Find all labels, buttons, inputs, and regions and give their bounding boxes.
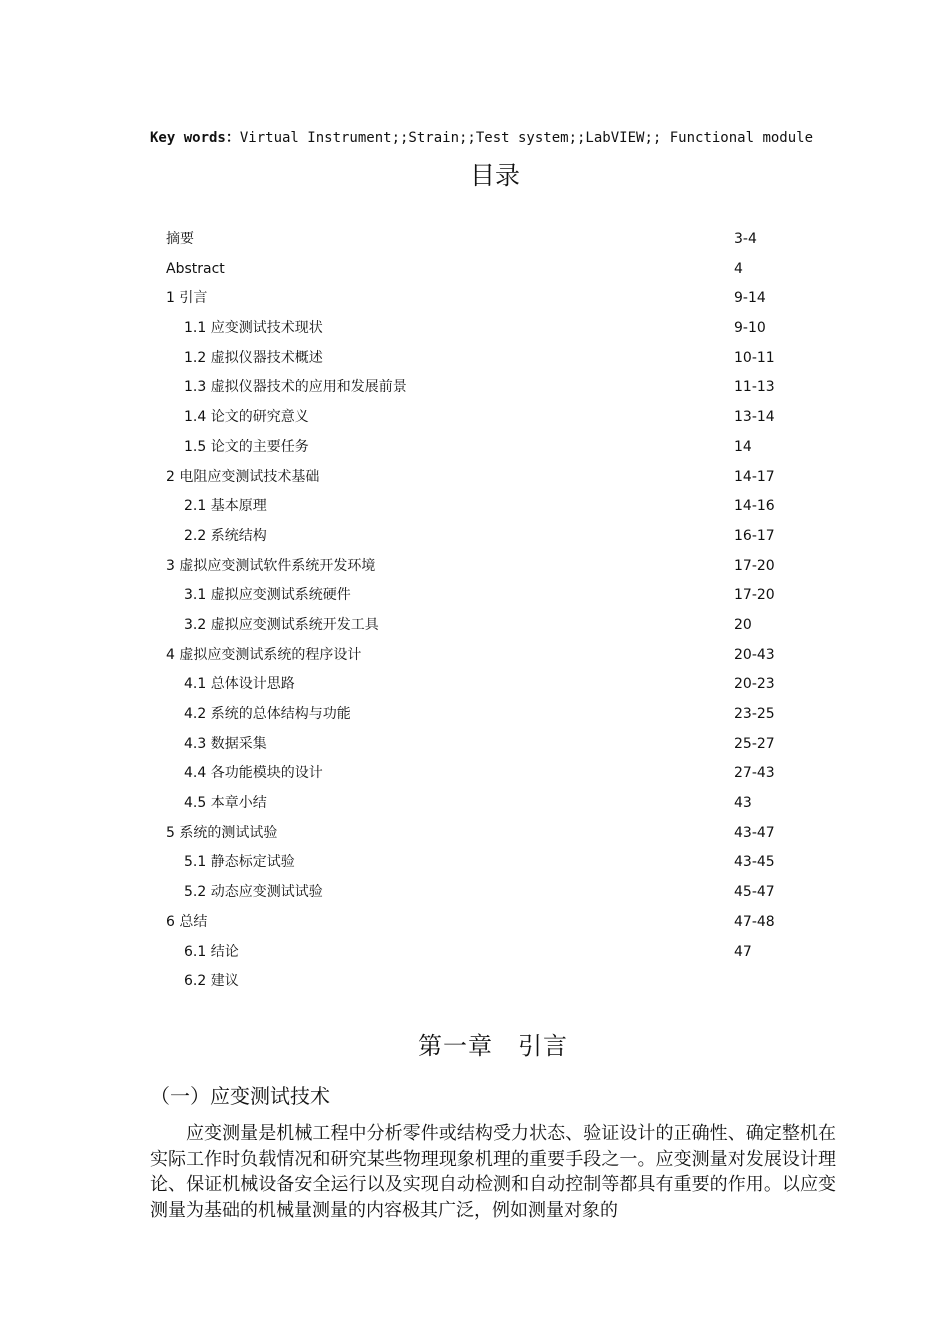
toc-entry-page: 45-47 xyxy=(734,884,775,901)
toc-entry[interactable] xyxy=(166,819,806,849)
toc-entry[interactable] xyxy=(166,700,806,730)
toc-entry-page: 43-47 xyxy=(734,824,775,841)
toc-entry-page: 47 xyxy=(734,943,752,960)
toc-entry-page: 27-43 xyxy=(734,765,775,782)
toc-entry-label: 1 引言 xyxy=(166,290,208,307)
toc-entry-label: 1.3 虚拟仪器技术的应用和发展前景 xyxy=(184,379,407,396)
toc-entry-page: 25-27 xyxy=(734,735,775,752)
toc-entry-label: 4.3 数据采集 xyxy=(184,735,267,752)
toc-entry-page: 9-14 xyxy=(734,290,766,307)
toc-entry[interactable] xyxy=(166,641,806,671)
toc-entry-page: 3-4 xyxy=(734,231,757,247)
body-paragraph: 应变测量是机械工程中分析零件或结构受力状态、验证设计的正确性、确定整机在实际工作时负载情况和研究某些物理现象机理的重要手段之一。应变测量对发展设计理论、保证机械设备安全运行以及实现自动检测和自动控制等都具有重要的作用。以应变测量为基础的机械量测量的内容极其广泛，例如测量对象的 xyxy=(150,1123,836,1221)
toc-entry[interactable] xyxy=(166,284,806,314)
toc-entry-page: 11-13 xyxy=(734,379,775,396)
toc-entry[interactable] xyxy=(166,848,806,878)
toc-entry[interactable] xyxy=(166,492,806,522)
toc-entry[interactable] xyxy=(166,670,806,700)
toc-entry[interactable] xyxy=(166,344,806,374)
toc-entry[interactable] xyxy=(166,611,806,641)
toc-entry-label: 6 总结 xyxy=(166,913,208,930)
toc-entry[interactable] xyxy=(166,938,806,968)
toc-entry[interactable] xyxy=(166,255,806,285)
toc-entry[interactable] xyxy=(166,730,806,760)
toc-entry[interactable] xyxy=(166,463,806,493)
keywords-label: Key words： xyxy=(150,130,240,146)
toc-entry-label: 6.1 结论 xyxy=(184,943,239,960)
toc-entry-label: 5 系统的测试试验 xyxy=(166,824,278,841)
toc-entry-page: 20-43 xyxy=(734,646,775,663)
toc-entry-label: Abstract xyxy=(166,260,225,277)
toc-entry-label: 1.5 论文的主要任务 xyxy=(184,438,309,455)
toc-entry-page: 20 xyxy=(734,616,752,633)
toc-entry[interactable] xyxy=(166,403,806,433)
toc-entry[interactable] xyxy=(166,225,806,255)
toc-entry-label: 3 虚拟应变测试软件系统开发环境 xyxy=(166,557,376,574)
section-title: （一）应变测试技术 xyxy=(150,1084,330,1108)
toc-entry[interactable] xyxy=(166,759,806,789)
toc-entry-label: 4.4 各功能模块的设计 xyxy=(184,765,323,782)
toc-entry-page: 20-23 xyxy=(734,676,775,693)
toc-entry[interactable] xyxy=(166,522,806,552)
toc-entry[interactable] xyxy=(166,433,806,463)
toc-entry-label: 4.5 本章小结 xyxy=(184,795,267,812)
toc-entry-label: 1.1 应变测试技术现状 xyxy=(184,320,323,337)
toc-title: 目录 xyxy=(469,161,520,190)
toc-entry-label: 6.2 建议 xyxy=(184,973,239,990)
toc-entry-label: 1.2 虚拟仪器技术概述 xyxy=(184,349,323,366)
toc-entry-page: 16-17 xyxy=(734,527,775,544)
toc-entry-label: 3.2 虚拟应变测试系统开发工具 xyxy=(184,616,379,633)
toc-entry-page: 10-11 xyxy=(734,349,775,366)
toc-entry-page: 23-25 xyxy=(734,706,775,722)
toc-entry[interactable] xyxy=(166,581,806,611)
toc-entry-page: 9-10 xyxy=(734,320,766,337)
toc-entry-label: 2 电阻应变测试技术基础 xyxy=(166,468,320,485)
toc-entry-page: 4 xyxy=(734,260,743,277)
toc-entry-page: 13-14 xyxy=(734,409,775,426)
toc-entry-page: 43-45 xyxy=(734,854,775,871)
toc-entry[interactable] xyxy=(166,878,806,908)
toc-entry-label: 2.1 基本原理 xyxy=(184,498,267,515)
toc-entry-label: 5.2 动态应变测试试验 xyxy=(184,884,323,901)
toc-entry[interactable] xyxy=(166,789,806,819)
toc-entry-label: 4 虚拟应变测试系统的程序设计 xyxy=(166,646,362,663)
toc-entry-label: 摘要 xyxy=(166,231,194,247)
table-of-contents xyxy=(166,225,806,997)
toc-entry-label: 4.1 总体设计思路 xyxy=(184,676,295,693)
toc-entry[interactable] xyxy=(166,314,806,344)
toc-entry-page: 17-20 xyxy=(734,587,775,604)
keywords-text: Virtual Instrument;;Strain;;Test system;;LabVIEW;; Functional module xyxy=(239,130,814,146)
toc-entry-label: 4.2 系统的总体结构与功能 xyxy=(184,706,351,722)
toc-entry-label: 2.2 系统结构 xyxy=(184,527,267,544)
toc-entry[interactable] xyxy=(166,373,806,403)
toc-entry-page: 14-17 xyxy=(734,468,775,485)
toc-entry[interactable] xyxy=(166,908,806,938)
toc-entry-label: 3.1 虚拟应变测试系统硬件 xyxy=(184,587,351,604)
toc-entry-page: 14 xyxy=(734,438,752,455)
chapter-title: 第一章 引言 xyxy=(418,1032,568,1060)
toc-entry[interactable] xyxy=(166,967,806,997)
toc-entry-label: 5.1 静态标定试验 xyxy=(184,854,295,871)
toc-entry-page: 17-20 xyxy=(734,557,775,574)
toc-entry[interactable] xyxy=(166,552,806,582)
keywords-line xyxy=(150,129,910,147)
toc-entry-label: 1.4 论文的研究意义 xyxy=(184,409,309,426)
toc-entry-page: 43 xyxy=(734,795,752,812)
toc-entry-page: 14-16 xyxy=(734,498,775,515)
toc-entry-page: 47-48 xyxy=(734,913,775,930)
